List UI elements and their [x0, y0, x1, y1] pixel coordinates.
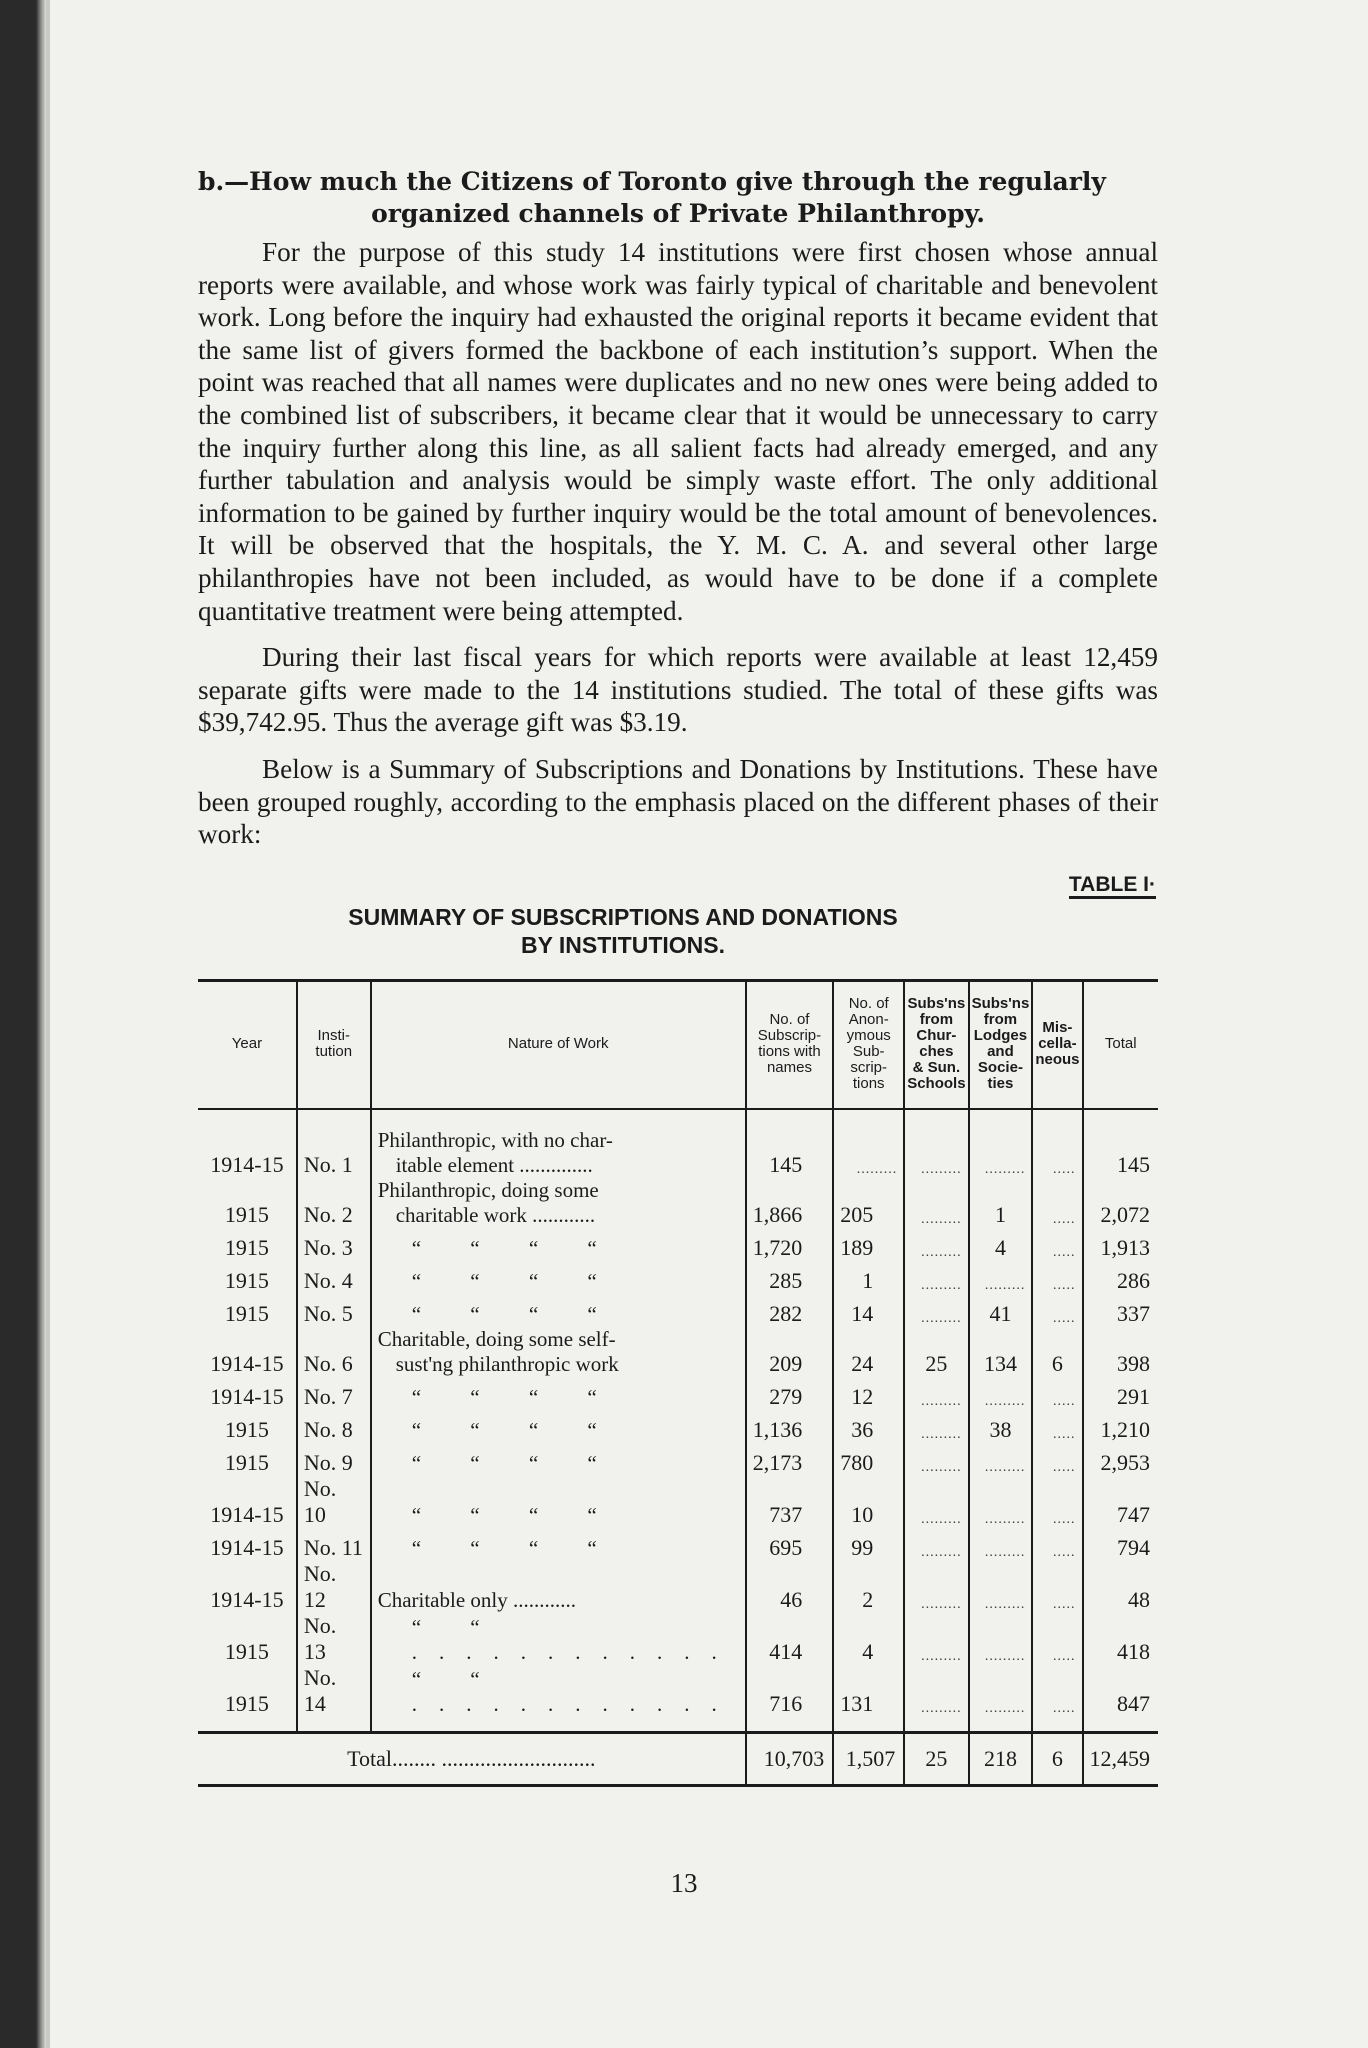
- header-institution: Insti- tution: [297, 980, 371, 1109]
- nature-line-2: sust'ng philanthropic work: [395, 1351, 619, 1376]
- cell-year: 1914-15: [210, 1534, 284, 1560]
- cell-nature-of-work: [371, 1561, 746, 1613]
- totals-named: 10,703: [746, 1732, 834, 1785]
- cell-year: 1915: [224, 1638, 269, 1664]
- cell-year: 1915: [224, 1267, 269, 1293]
- table-footer: [198, 1732, 1158, 1785]
- cell-year: 1914-15: [210, 1501, 284, 1527]
- header-miscellaneous: Mis- cella- neous: [1032, 980, 1082, 1109]
- totals-anonymous: 1,507: [833, 1732, 904, 1785]
- nature-line-1: “ “ ............: [411, 1666, 739, 1716]
- cell-year: 1914-15: [210, 1151, 284, 1177]
- cell-miscellaneous: .....: [1032, 1561, 1082, 1613]
- cell-lodges: .........: [969, 1443, 1033, 1476]
- table-row: [198, 1228, 1158, 1261]
- totals-lodges: 218: [969, 1732, 1033, 1785]
- cell-miscellaneous: .....: [1032, 1261, 1082, 1294]
- table-row: [198, 1294, 1158, 1327]
- cell-churches: .........: [904, 1410, 968, 1443]
- cell-total: 145: [1083, 1109, 1159, 1178]
- paragraph-2: During their last fiscal years for which reports were available at least 12,459 separate gifts were made to the 14 institutions studied. The total of these gifts was $39,742.95. Thus the average gift was $3.19.: [198, 642, 1158, 738]
- cell-nature-of-work: [371, 1476, 746, 1528]
- cell-institution: No. 10: [297, 1476, 371, 1528]
- cell-institution: No. 8: [297, 1410, 371, 1443]
- table-row: [198, 1561, 1158, 1613]
- table-row: [198, 1261, 1158, 1294]
- cell-institution: No. 3: [297, 1228, 371, 1261]
- cell-anonymous-subscriptions: 4: [833, 1613, 904, 1665]
- cell-named-subscriptions: 1,136: [746, 1410, 834, 1443]
- table-row: [198, 1178, 1158, 1228]
- cell-churches: 25: [904, 1327, 968, 1377]
- cell-institution: No. 6: [297, 1327, 371, 1377]
- cell-churches: .........: [904, 1665, 968, 1733]
- cell-institution: No. 11: [297, 1528, 371, 1561]
- cell-nature-of-work: [371, 1528, 746, 1561]
- cell-total: 1,913: [1083, 1228, 1159, 1261]
- totals-total: 12,459: [1083, 1732, 1159, 1785]
- cell-miscellaneous: .....: [1032, 1228, 1082, 1261]
- cell-lodges: 41: [969, 1294, 1033, 1327]
- cell-total: 847: [1083, 1665, 1159, 1733]
- cell-institution: No. 5: [297, 1294, 371, 1327]
- cell-churches: .........: [904, 1294, 968, 1327]
- cell-total: 398: [1083, 1327, 1159, 1377]
- book-binding: [0, 0, 46, 2048]
- cell-year: 1915: [224, 1234, 269, 1260]
- cell-named-subscriptions: 2,173: [746, 1443, 834, 1476]
- header-churches: Subs'ns from Chur- ches & Sun. Schools: [904, 980, 968, 1109]
- cell-churches: .........: [904, 1377, 968, 1410]
- cell-year: 1915: [224, 1690, 269, 1716]
- table-row: [198, 1476, 1158, 1528]
- cell-total: 1,210: [1083, 1410, 1159, 1443]
- cell-churches: .........: [904, 1109, 968, 1178]
- cell-miscellaneous: .....: [1032, 1613, 1082, 1665]
- cell-lodges: .........: [969, 1665, 1033, 1733]
- section-heading: [198, 166, 1158, 230]
- cell-lodges: .........: [969, 1528, 1033, 1561]
- cell-nature-of-work: [371, 1261, 746, 1294]
- cell-nature-of-work: [371, 1613, 746, 1665]
- cell-institution: No. 14: [297, 1665, 371, 1733]
- cell-lodges: 134: [969, 1327, 1033, 1377]
- nature-line-1: “ “ “ “: [411, 1268, 619, 1293]
- cell-total: 418: [1083, 1613, 1159, 1665]
- cell-nature-of-work: [371, 1228, 746, 1261]
- cell-lodges: .........: [969, 1561, 1033, 1613]
- cell-churches: .........: [904, 1443, 968, 1476]
- cell-churches: .........: [904, 1476, 968, 1528]
- cell-named-subscriptions: 716: [746, 1665, 834, 1733]
- cell-year: 1914-15: [210, 1350, 284, 1376]
- cell-named-subscriptions: 279: [746, 1377, 834, 1410]
- page-number: 13: [670, 1868, 698, 1898]
- table-row: [198, 1410, 1158, 1443]
- cell-churches: .........: [904, 1613, 968, 1665]
- cell-year: 1915: [224, 1449, 269, 1475]
- cell-named-subscriptions: 209: [746, 1327, 834, 1377]
- cell-anonymous-subscriptions: 189: [833, 1228, 904, 1261]
- cell-nature-of-work: [371, 1377, 746, 1410]
- cell-institution: No. 12: [297, 1561, 371, 1613]
- cell-nature-of-work: [371, 1327, 746, 1377]
- cell-anonymous-subscriptions: 205: [833, 1178, 904, 1228]
- table-row: [198, 1613, 1158, 1665]
- table-title-line-1: SUMMARY OF SUBSCRIPTIONS AND DONATIONS: [348, 903, 898, 930]
- cell-lodges: .........: [969, 1613, 1033, 1665]
- cell-anonymous-subscriptions: 36: [833, 1410, 904, 1443]
- cell-nature-of-work: [371, 1178, 746, 1228]
- cell-institution: No. 2: [297, 1178, 371, 1228]
- nature-line-1: “ “ ............: [411, 1614, 739, 1664]
- cell-total: 747: [1083, 1476, 1159, 1528]
- nature-line-1: “ “ “ “: [411, 1450, 619, 1475]
- cell-nature-of-work: [371, 1109, 746, 1178]
- header-named-subscriptions: No. of Subscrip- tions with names: [746, 980, 834, 1109]
- nature-line-1: Charitable only ............: [377, 1587, 576, 1612]
- cell-lodges: .........: [969, 1476, 1033, 1528]
- nature-line-1: “ “ “ “: [411, 1235, 619, 1260]
- cell-institution: No. 9: [297, 1443, 371, 1476]
- cell-year: 1915: [224, 1416, 269, 1442]
- cell-lodges: 1: [969, 1178, 1033, 1228]
- totals-row: [198, 1732, 1158, 1785]
- nature-line-1: “ “ “ “: [411, 1502, 619, 1527]
- nature-line-1: Charitable, doing some self-: [377, 1326, 616, 1351]
- cell-named-subscriptions: 1,866: [746, 1178, 834, 1228]
- table-header: [198, 980, 1158, 1109]
- cell-institution: No. 1: [297, 1109, 371, 1178]
- cell-churches: .........: [904, 1528, 968, 1561]
- cell-year: 1914-15: [210, 1586, 284, 1612]
- cell-anonymous-subscriptions: 131: [833, 1665, 904, 1733]
- nature-line-1: Philanthropic, doing some: [377, 1177, 599, 1202]
- cell-anonymous-subscriptions: 14: [833, 1294, 904, 1327]
- header-total: Total: [1083, 980, 1159, 1109]
- paragraph-1: For the purpose of this study 14 institutions were first chosen whose annual reports were available, and whose work was fairly typical of charitable and benevolent work. Long before the inquiry had exhausted the original reports it became evident that the same list of givers formed the backbone of each institution’s support. When the point was reached that all names were duplicates and no new ones were being added to the combined list of subscribers, it became clear that it would be unnecessary to carry the inquiry further along this line, as all salient facts had already emerged, and any further tabulation and analysis would be simply waste effort. The only additional information to be gained by further inquiry would be the total amount of benevolences. It will be observed that the hospitals, the Y. M. C. A. and several other large philanthropies have not been included, as would have to be done if a complete quantitative treatment were being attempted.: [198, 237, 1158, 626]
- cell-lodges: .........: [969, 1109, 1033, 1178]
- nature-line-1: “ “ “ “: [411, 1384, 619, 1409]
- cell-institution: No. 13: [297, 1613, 371, 1665]
- cell-lodges: .........: [969, 1377, 1033, 1410]
- cell-year: 1914-15: [210, 1383, 284, 1409]
- nature-line-2: itable element ..............: [395, 1152, 593, 1177]
- cell-named-subscriptions: 282: [746, 1294, 834, 1327]
- cell-anonymous-subscriptions: .........: [833, 1109, 904, 1178]
- cell-miscellaneous: .....: [1032, 1665, 1082, 1733]
- cell-nature-of-work: [371, 1294, 746, 1327]
- cell-miscellaneous: .....: [1032, 1410, 1082, 1443]
- cell-miscellaneous: .....: [1032, 1476, 1082, 1528]
- cell-institution: No. 4: [297, 1261, 371, 1294]
- table-row: [198, 1443, 1158, 1476]
- cell-miscellaneous: .....: [1032, 1294, 1082, 1327]
- cell-nature-of-work: [371, 1443, 746, 1476]
- cell-named-subscriptions: 695: [746, 1528, 834, 1561]
- nature-line-1: Philanthropic, with no char-: [377, 1127, 613, 1152]
- cell-anonymous-subscriptions: 1: [833, 1261, 904, 1294]
- table-title-line-2: BY INSTITUTIONS.: [520, 931, 726, 958]
- cell-total: 291: [1083, 1377, 1159, 1410]
- cell-anonymous-subscriptions: 12: [833, 1377, 904, 1410]
- paragraph-3: Below is a Summary of Subscriptions and Donations by Institutions. These have been grouped roughly, according to the emphasis placed on the different phases of their work:: [198, 753, 1158, 850]
- cell-miscellaneous: .....: [1032, 1443, 1082, 1476]
- summary-table: [198, 979, 1158, 1787]
- cell-churches: .........: [904, 1561, 968, 1613]
- totals-miscellaneous: 6: [1032, 1732, 1082, 1785]
- table-row: [198, 1109, 1158, 1178]
- nature-line-1: “ “ “ “: [411, 1535, 619, 1560]
- cell-lodges: 4: [969, 1228, 1033, 1261]
- header-year: Year: [198, 980, 297, 1109]
- totals-churches: 25: [904, 1732, 968, 1785]
- cell-named-subscriptions: 285: [746, 1261, 834, 1294]
- cell-total: 2,072: [1083, 1178, 1159, 1228]
- cell-churches: .........: [904, 1228, 968, 1261]
- cell-total: 286: [1083, 1261, 1159, 1294]
- page-edge: [46, 0, 50, 2048]
- cell-miscellaneous: 6: [1032, 1327, 1082, 1377]
- page-content: [198, 166, 1158, 1787]
- section-heading-line-1: b.—How much the Citizens of Toronto give through the regularly: [198, 167, 1106, 196]
- table-title: [198, 903, 1158, 959]
- cell-named-subscriptions: 414: [746, 1613, 834, 1665]
- cell-anonymous-subscriptions: 2: [833, 1561, 904, 1613]
- cell-anonymous-subscriptions: 99: [833, 1528, 904, 1561]
- cell-year: 1915: [224, 1300, 269, 1326]
- cell-anonymous-subscriptions: 10: [833, 1476, 904, 1528]
- cell-lodges: .........: [969, 1261, 1033, 1294]
- cell-anonymous-subscriptions: 780: [833, 1443, 904, 1476]
- table-row: [198, 1377, 1158, 1410]
- cell-year: 1915: [224, 1201, 269, 1227]
- section-heading-line-2: organized channels of Private Philanthropy.: [371, 199, 985, 228]
- totals-label: Total........ ............................: [198, 1732, 746, 1785]
- table-body: [198, 1109, 1158, 1733]
- table-row: [198, 1665, 1158, 1733]
- nature-line-2: charitable work ............: [395, 1202, 596, 1227]
- cell-named-subscriptions: 1,720: [746, 1228, 834, 1261]
- table-row: [198, 1528, 1158, 1561]
- cell-churches: .........: [904, 1178, 968, 1228]
- header-lodges: Subs'ns from Lodges and Socie- ties: [969, 980, 1033, 1109]
- cell-total: 2,953: [1083, 1443, 1159, 1476]
- nature-line-1: “ “ “ “: [411, 1301, 619, 1326]
- nature-line-1: “ “ “ “: [411, 1417, 619, 1442]
- cell-miscellaneous: .....: [1032, 1178, 1082, 1228]
- cell-total: 48: [1083, 1561, 1159, 1613]
- cell-churches: .........: [904, 1261, 968, 1294]
- cell-nature-of-work: [371, 1410, 746, 1443]
- cell-named-subscriptions: 46: [746, 1561, 834, 1613]
- cell-anonymous-subscriptions: 24: [833, 1327, 904, 1377]
- header-anonymous-subscriptions: No. of Anon- ymous Sub- scrip- tions: [833, 980, 904, 1109]
- cell-named-subscriptions: 737: [746, 1476, 834, 1528]
- table-label: TABLE I·: [198, 873, 1158, 897]
- cell-total: 794: [1083, 1528, 1159, 1561]
- cell-miscellaneous: .....: [1032, 1528, 1082, 1561]
- cell-nature-of-work: [371, 1665, 746, 1733]
- cell-miscellaneous: .....: [1032, 1377, 1082, 1410]
- cell-named-subscriptions: 145: [746, 1109, 834, 1178]
- header-nature-of-work: Nature of Work: [371, 980, 746, 1109]
- cell-miscellaneous: .....: [1032, 1109, 1082, 1178]
- table-row: [198, 1327, 1158, 1377]
- cell-institution: No. 7: [297, 1377, 371, 1410]
- cell-lodges: 38: [969, 1410, 1033, 1443]
- cell-total: 337: [1083, 1294, 1159, 1327]
